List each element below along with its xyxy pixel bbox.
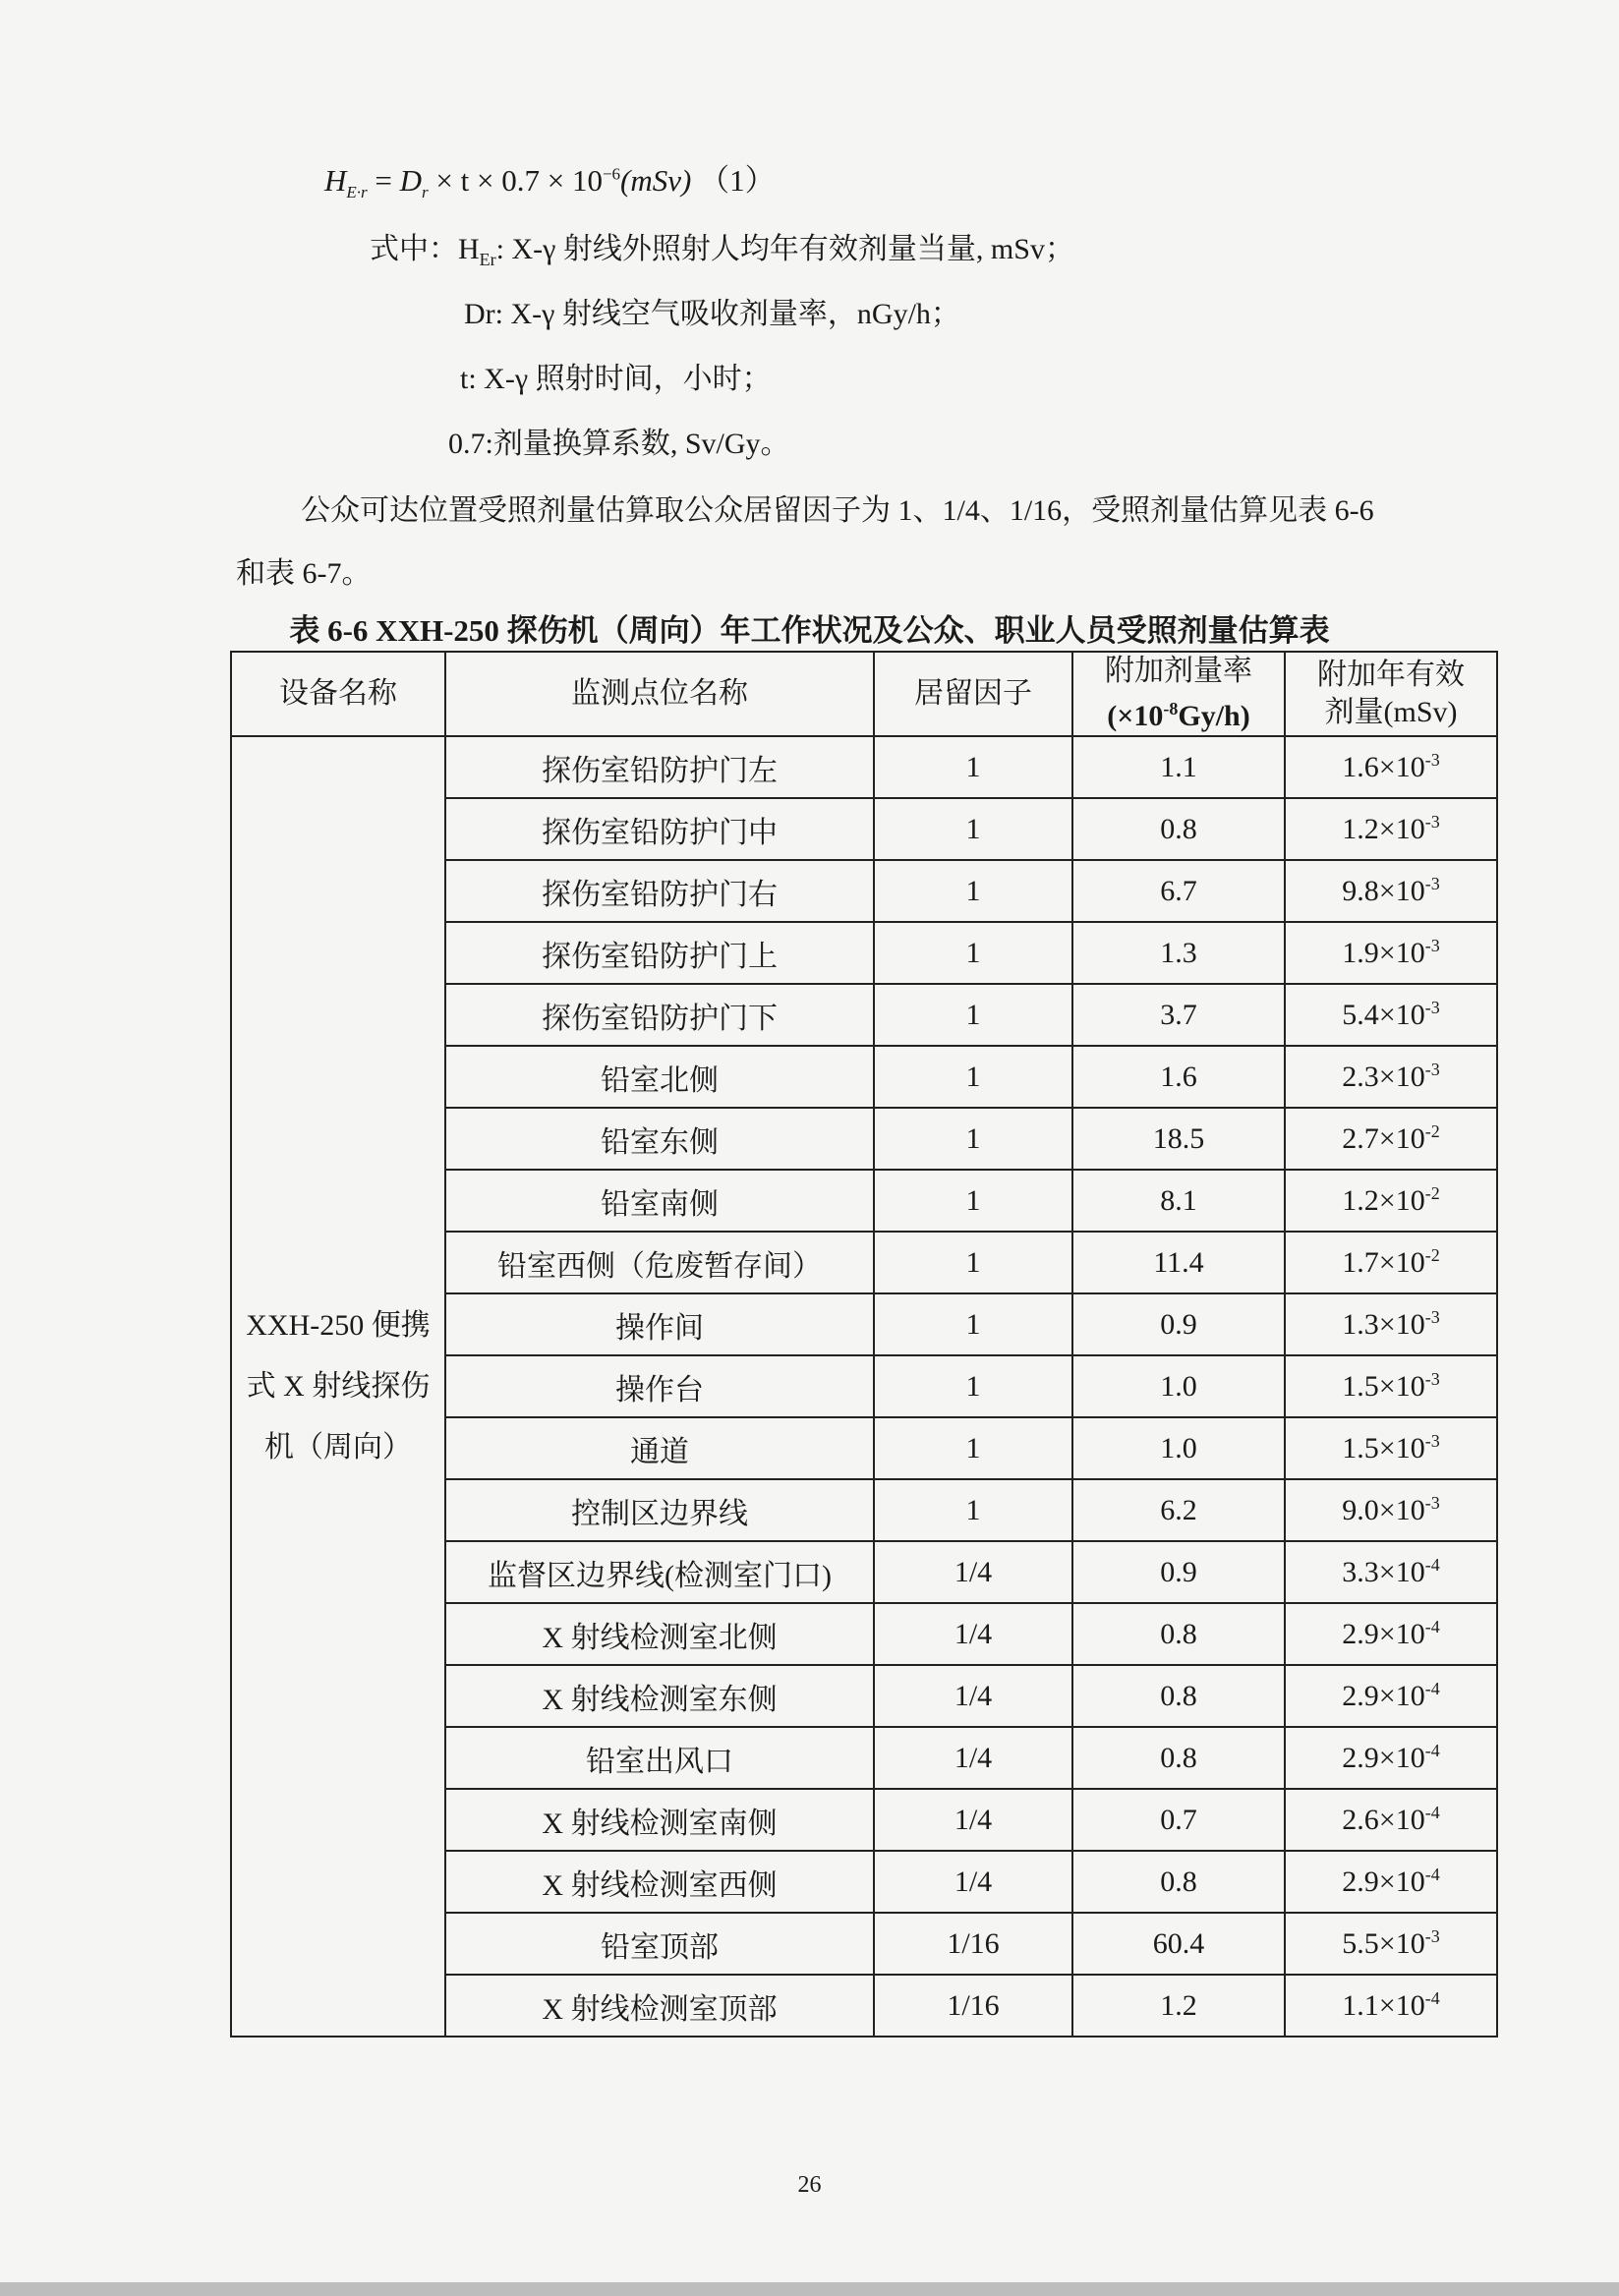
page-number: 26 <box>797 2172 822 2198</box>
definition-h-symbol: H <box>458 233 480 265</box>
device-name-cell: XXH-250 便携式 X 射线探伤机（周向） <box>231 736 445 2037</box>
formula-rhs: D <box>399 163 423 198</box>
occupancy-factor-cell: 1/4 <box>874 1851 1072 1913</box>
header-point: 监测点位名称 <box>445 652 874 736</box>
header-rate-line1: 附加剂量率 <box>1105 655 1252 687</box>
annual-dose-base: 9.0×10 <box>1342 1494 1425 1526</box>
dose-rate-cell: 1.1 <box>1072 736 1285 798</box>
definition-h <box>370 224 1074 270</box>
occupancy-factor-cell: 1/4 <box>874 1727 1072 1789</box>
annual-dose-cell <box>1285 1293 1497 1355</box>
annual-dose-exponent: -4 <box>1424 1555 1440 1575</box>
point-name-cell: 探伤室铅防护门左 <box>445 736 874 798</box>
point-name-cell: 监督区边界线(检测室门口) <box>445 1541 874 1603</box>
annual-dose-cell <box>1285 1046 1497 1108</box>
point-name-cell: 探伤室铅防护门上 <box>445 922 874 984</box>
annual-dose-base: 3.3×10 <box>1342 1556 1425 1588</box>
dose-rate-cell: 1.3 <box>1072 922 1285 984</box>
occupancy-factor-cell: 1 <box>874 1232 1072 1293</box>
definition-h-sub: Er <box>479 250 496 269</box>
dose-rate-cell: 11.4 <box>1072 1232 1285 1293</box>
annual-dose-base: 2.9×10 <box>1342 1618 1425 1650</box>
annual-dose-base: 2.7×10 <box>1342 1122 1425 1155</box>
annual-dose-base: 1.5×10 <box>1342 1432 1425 1464</box>
definition-dr: Dr: X-γ 射线空气吸收剂量率，nGy/h； <box>464 298 960 330</box>
annual-dose-base: 5.4×10 <box>1342 999 1425 1031</box>
annual-dose-cell <box>1285 1603 1497 1665</box>
formula-lhs-sub: E·r <box>346 183 368 202</box>
formula-lhs: H <box>324 163 347 198</box>
dose-rate-cell: 1.0 <box>1072 1355 1285 1417</box>
dose-rate-cell: 0.7 <box>1072 1789 1285 1851</box>
dose-rate-cell: 0.8 <box>1072 1665 1285 1727</box>
point-name-cell: 铅室南侧 <box>445 1170 874 1232</box>
annual-dose-exponent: -3 <box>1424 1493 1440 1513</box>
occupancy-factor-cell: 1 <box>874 1170 1072 1232</box>
dose-rate-cell: 1.0 <box>1072 1417 1285 1479</box>
point-name-cell: 操作台 <box>445 1355 874 1417</box>
annual-dose-exponent: -4 <box>1424 1741 1440 1760</box>
annual-dose-base: 2.9×10 <box>1342 1742 1425 1774</box>
point-name-cell: 控制区边界线 <box>445 1479 874 1541</box>
definition-coef: 0.7:剂量换算系数, Sv/Gy。 <box>448 428 790 460</box>
annual-dose-base: 2.9×10 <box>1342 1866 1425 1898</box>
formula-rhs-sub: r <box>422 183 429 202</box>
occupancy-factor-cell: 1 <box>874 984 1072 1046</box>
annual-dose-cell <box>1285 1975 1497 2037</box>
dose-rate-cell: 0.9 <box>1072 1541 1285 1603</box>
annual-dose-cell <box>1285 1541 1497 1603</box>
annual-dose-cell <box>1285 1479 1497 1541</box>
formula-number: （1） <box>699 163 776 198</box>
occupancy-factor-cell: 1 <box>874 1046 1072 1108</box>
occupancy-factor-cell: 1/4 <box>874 1603 1072 1665</box>
annual-dose-cell <box>1285 1913 1497 1975</box>
header-rate <box>1072 652 1285 736</box>
annual-dose-base: 1.5×10 <box>1342 1370 1425 1403</box>
table-header-row <box>231 652 1497 736</box>
annual-dose-exponent: -3 <box>1424 1307 1440 1327</box>
annual-dose-exponent: -3 <box>1424 936 1440 955</box>
annual-dose-exponent: -3 <box>1424 874 1440 893</box>
header-dose-line1: 附加年有效 <box>1317 659 1465 691</box>
annual-dose-base: 2.6×10 <box>1342 1804 1425 1836</box>
annual-dose-base: 2.3×10 <box>1342 1061 1425 1093</box>
point-name-cell: X 射线检测室西侧 <box>445 1851 874 1913</box>
annual-dose-exponent: -4 <box>1424 1803 1440 1822</box>
occupancy-factor-cell: 1 <box>874 922 1072 984</box>
annual-dose-cell <box>1285 1417 1497 1479</box>
occupancy-factor-cell: 1 <box>874 1417 1072 1479</box>
occupancy-factor-cell: 1/16 <box>874 1913 1072 1975</box>
header-rate-prefix: (×10 <box>1107 700 1164 732</box>
annual-dose-base: 1.1×10 <box>1342 1989 1425 2022</box>
annual-dose-exponent: -4 <box>1424 1617 1440 1636</box>
occupancy-factor-cell: 1 <box>874 1479 1072 1541</box>
formula-rhs-rest: × t × 0.7 × 10 <box>428 163 603 198</box>
dose-rate-cell: 0.8 <box>1072 1851 1285 1913</box>
annual-dose-cell <box>1285 860 1497 922</box>
dose-rate-cell: 0.9 <box>1072 1293 1285 1355</box>
occupancy-factor-cell: 1/4 <box>874 1541 1072 1603</box>
point-name-cell: X 射线检测室东侧 <box>445 1665 874 1727</box>
annual-dose-cell <box>1285 922 1497 984</box>
dose-rate-cell: 0.8 <box>1072 1727 1285 1789</box>
annual-dose-base: 5.5×10 <box>1342 1927 1425 1960</box>
point-name-cell: 操作间 <box>445 1293 874 1355</box>
annual-dose-base: 1.6×10 <box>1342 751 1425 783</box>
point-name-cell: 铅室出风口 <box>445 1727 874 1789</box>
dose-rate-cell: 0.8 <box>1072 798 1285 860</box>
dose-formula: $H_{E\cdot r} = D_r \times t \times 0.7 \times 10^{-6}(mSv)$ （1） <box>324 163 776 202</box>
point-name-cell: X 射线检测室南侧 <box>445 1789 874 1851</box>
annual-dose-cell <box>1285 1232 1497 1293</box>
annual-dose-exponent: -3 <box>1424 1926 1440 1946</box>
table-row <box>231 736 1497 798</box>
annual-dose-cell <box>1285 798 1497 860</box>
header-factor: 居留因子 <box>874 652 1072 736</box>
annual-dose-base: 1.2×10 <box>1342 813 1425 845</box>
annual-dose-cell <box>1285 984 1497 1046</box>
point-name-cell: X 射线检测室顶部 <box>445 1975 874 2037</box>
definition-intro: 式中： <box>370 233 458 265</box>
dose-rate-cell: 3.7 <box>1072 984 1285 1046</box>
point-name-cell: X 射线检测室北侧 <box>445 1603 874 1665</box>
annual-dose-cell <box>1285 1170 1497 1232</box>
annual-dose-exponent: -3 <box>1424 1431 1440 1451</box>
dose-estimate-table <box>230 651 1498 2038</box>
point-name-cell: 铅室北侧 <box>445 1046 874 1108</box>
occupancy-factor-cell: 1 <box>874 1355 1072 1417</box>
annual-dose-cell <box>1285 1355 1497 1417</box>
dose-rate-cell: 1.6 <box>1072 1046 1285 1108</box>
header-dose <box>1285 652 1497 736</box>
dose-rate-cell: 18.5 <box>1072 1108 1285 1170</box>
occupancy-factor-cell: 1/4 <box>874 1665 1072 1727</box>
annual-dose-cell <box>1285 1789 1497 1851</box>
dose-rate-cell: 8.1 <box>1072 1170 1285 1232</box>
annual-dose-cell <box>1285 1851 1497 1913</box>
point-name-cell: 探伤室铅防护门下 <box>445 984 874 1046</box>
paragraph-line-1: 公众可达位置受照剂量估算取公众居留因子为 1、1/4、1/16，受照剂量估算见表 6-6 <box>301 494 1374 527</box>
dose-rate-cell: 1.2 <box>1072 1975 1285 2037</box>
occupancy-factor-cell: 1 <box>874 1293 1072 1355</box>
formula-unit: (mSv) <box>620 163 692 198</box>
occupancy-factor-cell: 1 <box>874 860 1072 922</box>
annual-dose-cell <box>1285 1108 1497 1170</box>
paragraph-line-2: 和表 6-7。 <box>236 557 372 590</box>
occupancy-factor-cell: 1 <box>874 798 1072 860</box>
point-name-cell: 探伤室铅防护门中 <box>445 798 874 860</box>
occupancy-factor-cell: 1 <box>874 1108 1072 1170</box>
annual-dose-exponent: -3 <box>1424 998 1440 1017</box>
definition-t: t: X-γ 照射时间，小时； <box>460 363 772 395</box>
annual-dose-exponent: -3 <box>1424 750 1440 770</box>
dose-rate-cell: 0.8 <box>1072 1603 1285 1665</box>
formula-exponent: −6 <box>602 164 621 184</box>
point-name-cell: 铅室西侧（危废暂存间） <box>445 1232 874 1293</box>
header-rate-exponent: -8 <box>1163 699 1179 718</box>
header-dose-line2: 剂量(mSv) <box>1324 696 1458 728</box>
definition-h-text: : X-γ 射线外照射人均年有效剂量当量, mSv； <box>495 233 1074 265</box>
header-device: 设备名称 <box>231 652 445 736</box>
dose-rate-cell: 6.2 <box>1072 1479 1285 1541</box>
scan-edge <box>0 2282 1619 2296</box>
annual-dose-exponent: -3 <box>1424 1060 1440 1079</box>
point-name-cell: 通道 <box>445 1417 874 1479</box>
annual-dose-base: 1.2×10 <box>1342 1184 1425 1217</box>
annual-dose-base: 1.3×10 <box>1342 1308 1425 1341</box>
annual-dose-base: 2.9×10 <box>1342 1680 1425 1712</box>
annual-dose-base: 1.7×10 <box>1342 1246 1425 1279</box>
occupancy-factor-cell: 1/16 <box>874 1975 1072 2037</box>
dose-rate-cell: 60.4 <box>1072 1913 1285 1975</box>
annual-dose-exponent: -2 <box>1424 1245 1440 1265</box>
occupancy-factor-cell: 1/4 <box>874 1789 1072 1851</box>
annual-dose-exponent: -3 <box>1424 812 1440 832</box>
table-body <box>231 736 1497 2037</box>
annual-dose-cell <box>1285 1665 1497 1727</box>
occupancy-factor-cell: 1 <box>874 736 1072 798</box>
header-rate-line2 <box>1079 690 1278 735</box>
annual-dose-exponent: -3 <box>1424 1369 1440 1389</box>
annual-dose-exponent: -2 <box>1424 1121 1440 1141</box>
point-name-cell: 探伤室铅防护门右 <box>445 860 874 922</box>
annual-dose-cell <box>1285 1727 1497 1789</box>
annual-dose-base: 1.9×10 <box>1342 937 1425 969</box>
annual-dose-cell <box>1285 736 1497 798</box>
header-rate-unit: Gy/h) <box>1178 700 1250 732</box>
point-name-cell: 铅室东侧 <box>445 1108 874 1170</box>
dose-rate-cell: 6.7 <box>1072 860 1285 922</box>
point-name-cell: 铅室顶部 <box>445 1913 874 1975</box>
annual-dose-exponent: -4 <box>1424 1679 1440 1698</box>
annual-dose-base: 9.8×10 <box>1342 875 1425 907</box>
annual-dose-exponent: -2 <box>1424 1183 1440 1203</box>
annual-dose-exponent: -4 <box>1424 1865 1440 1884</box>
table-caption: 表 6-6 XXH-250 探伤机（周向）年工作状况及公众、职业人员受照剂量估算表 <box>289 613 1330 648</box>
annual-dose-exponent: -4 <box>1424 1988 1440 2008</box>
